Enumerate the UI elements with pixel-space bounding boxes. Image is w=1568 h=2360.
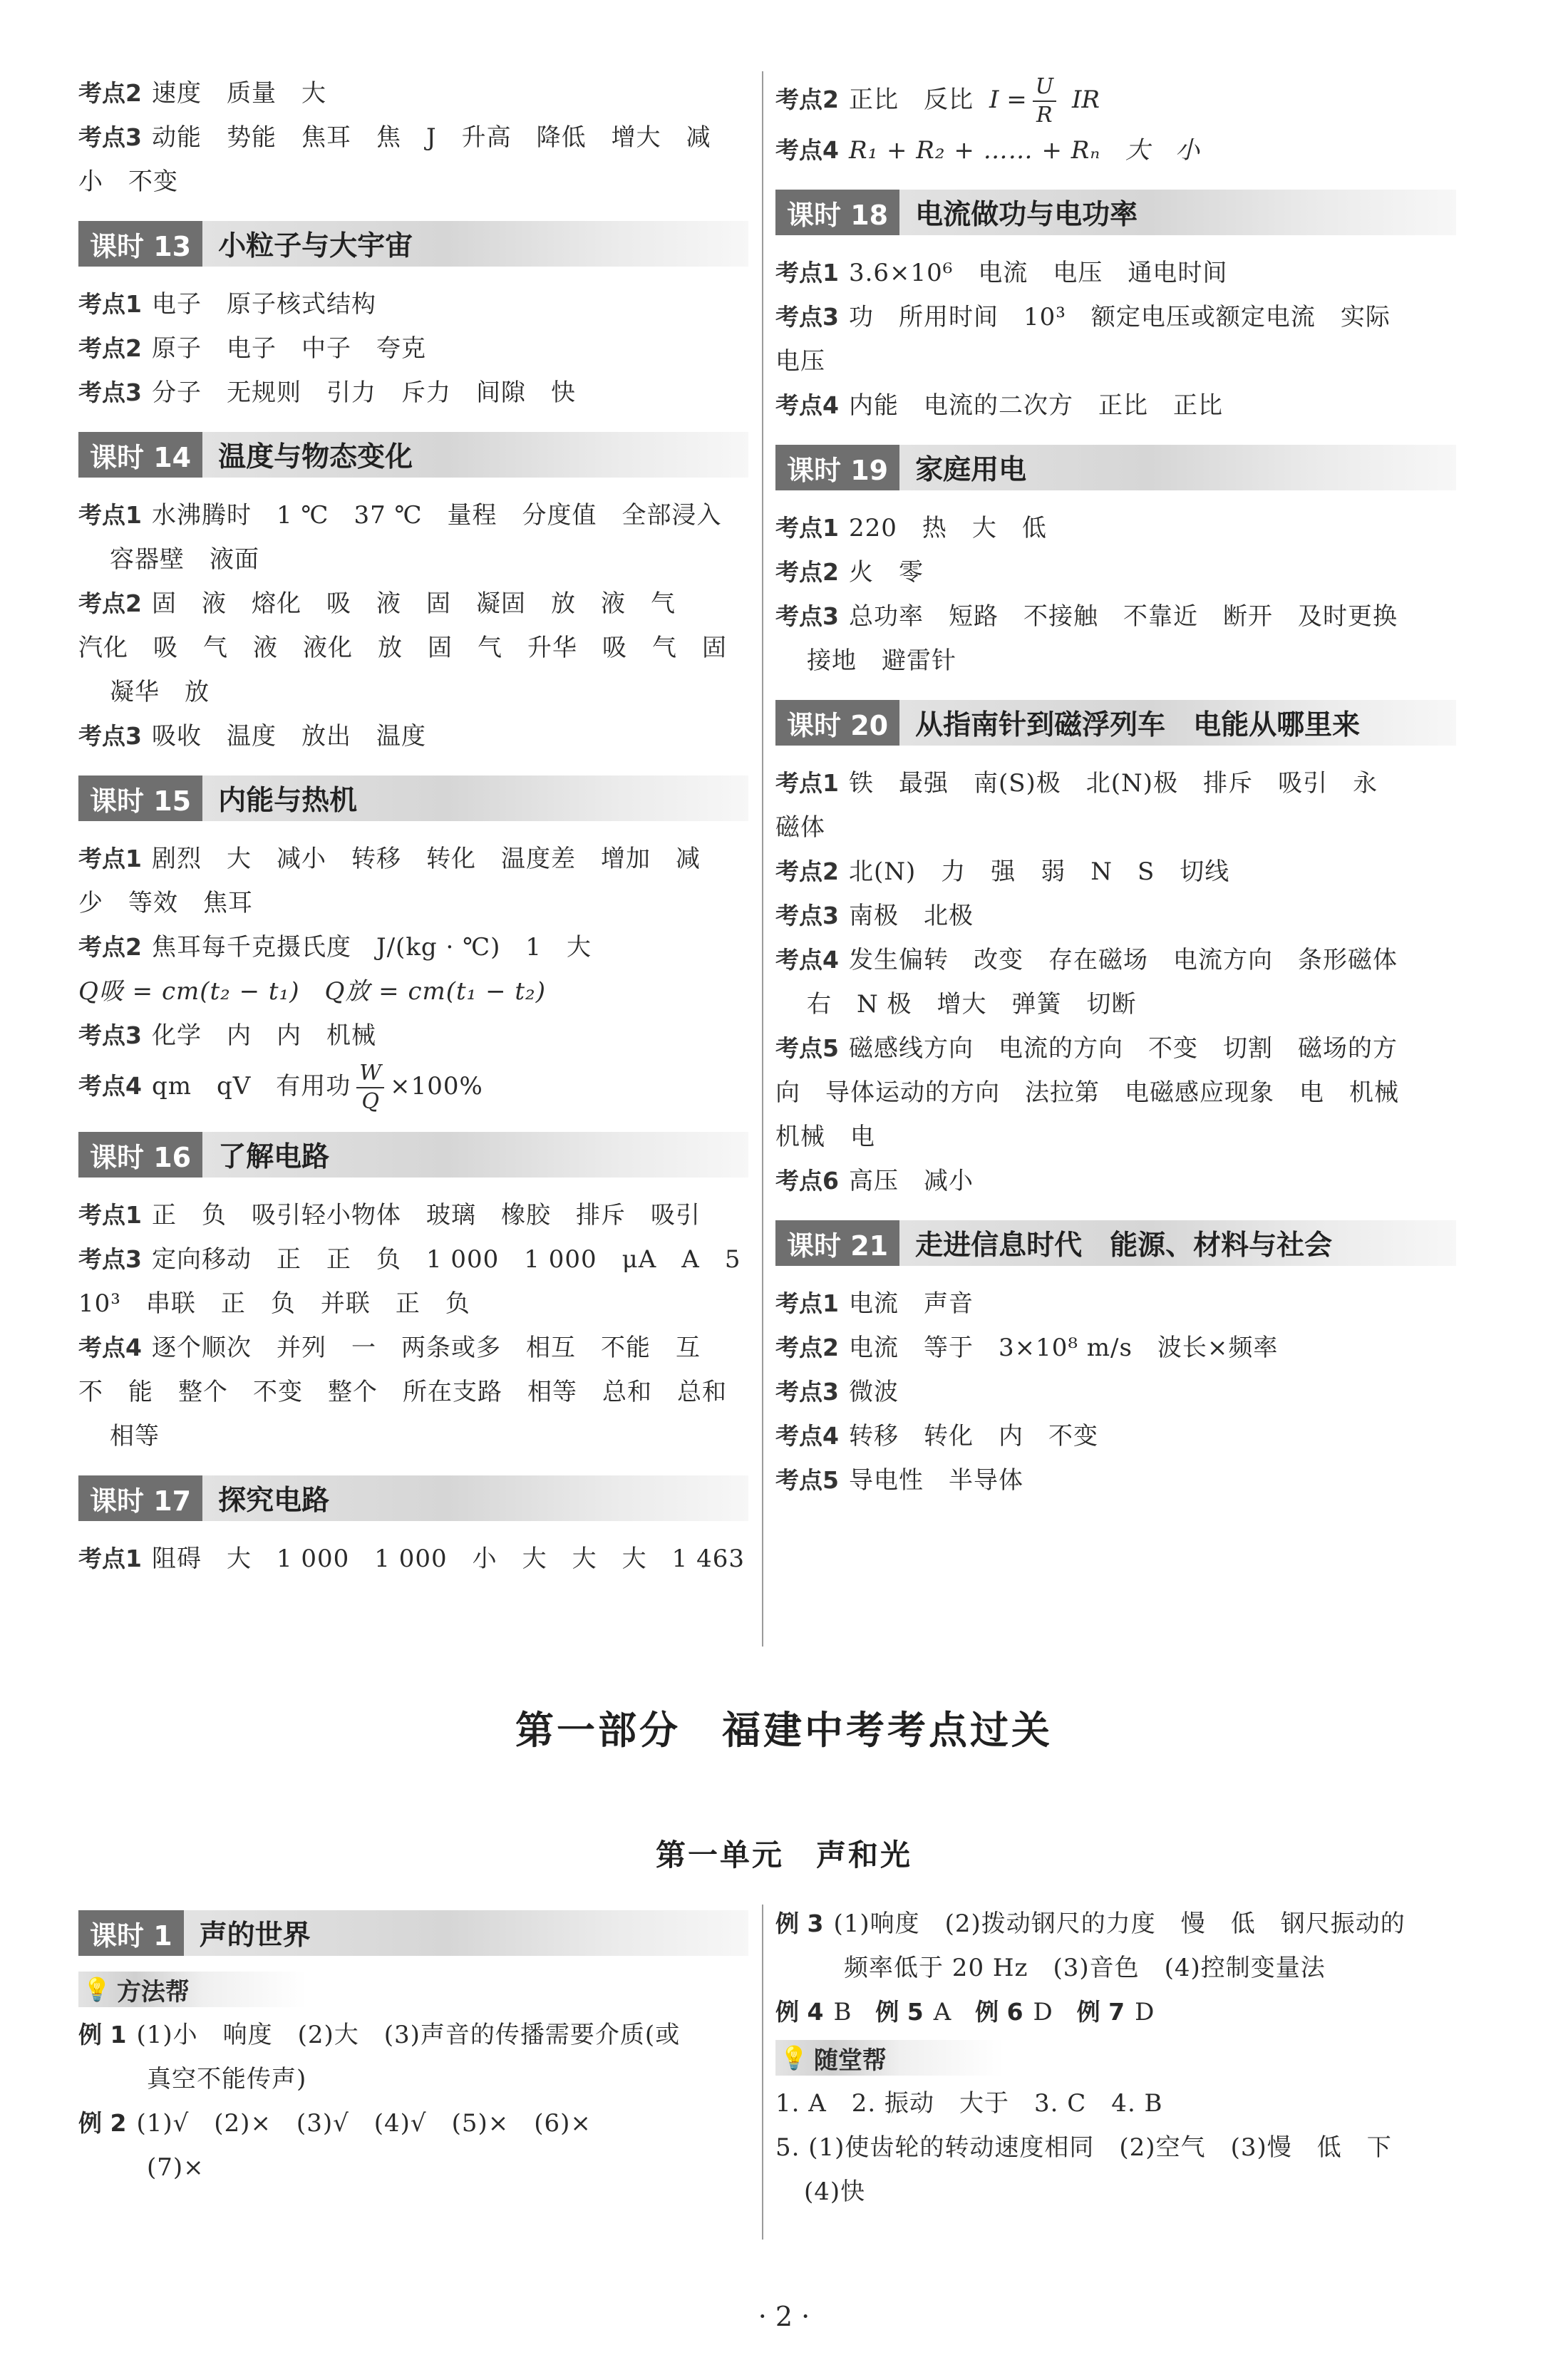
example-line: 例 2 (1)√ (2)× (3)√ (4)√ (5)× (6)× bbox=[78, 2109, 592, 2138]
answer-line: 考点2 火 零 bbox=[775, 558, 924, 587]
example-line-cont: 频率低于 20 Hz (3)音色 (4)控制变量法 bbox=[844, 1954, 1326, 1982]
example-line: 例 3 (1)响度 (2)拨动钢尺的力度 慢 低 钢尺振动的 bbox=[775, 1910, 1405, 1938]
answer-line: 考点2 固 液 熔化 吸 液 固 凝固 放 液 气 bbox=[78, 589, 676, 618]
answer-line-cont: 右 N 极 增大 弹簧 切断 bbox=[807, 990, 1137, 1019]
answer-line: 考点1 阻碍 大 1 000 1 000 小 大 大 大 1 463 bbox=[78, 1545, 745, 1573]
answer-line: 考点1 电流 声音 bbox=[775, 1289, 974, 1318]
column-divider-lower bbox=[762, 1905, 763, 2240]
lesson-17-header bbox=[78, 1475, 748, 1521]
lightbulb-icon: 💡 bbox=[83, 1976, 111, 2003]
practice-line: 1. A 2. 振动 大于 3. C 4. B bbox=[775, 2089, 1163, 2118]
answer-line: 考点4 内能 电流的二次方 正比 正比 bbox=[775, 391, 1223, 420]
answer-line: 考点2 电流 等于 3×10⁸ m/s 波长×频率 bbox=[775, 1334, 1279, 1362]
heat-formula-line: Q吸 = cm(t₂ − t₁) Q放 = cm(t₁ − t₂) bbox=[78, 977, 546, 1006]
answer-line: 考点6 高压 减小 bbox=[775, 1167, 974, 1195]
answer-line-cont: 凝华 放 bbox=[110, 678, 210, 706]
answer-line: 考点1 铁 最强 南(S)极 北(N)极 排斥 吸引 永 bbox=[775, 769, 1378, 798]
lesson-title: 了解电路 bbox=[218, 1141, 330, 1173]
part-title: 第一部分 福建中考考点过关 bbox=[515, 1708, 1053, 1753]
lesson-title: 家庭用电 bbox=[915, 454, 1027, 486]
answer-line-cont: 接地 避雷针 bbox=[807, 646, 956, 675]
answer-line: 考点5 导电性 半导体 bbox=[775, 1466, 1023, 1495]
lesson-title: 温度与物态变化 bbox=[218, 441, 413, 473]
lesson-badge: 课时 21 bbox=[775, 1220, 899, 1266]
answer-line-cont: 机械 电 bbox=[775, 1123, 875, 1151]
answer-line: 考点4 逐个顺次 并列 一 两条或多 相互 不能 互 bbox=[78, 1334, 701, 1362]
answer-line: 考点2 焦耳每千克摄氏度 J/(kg · ℃) 1 大 bbox=[78, 933, 592, 962]
answer-line: 考点3 化学 内 内 机械 bbox=[78, 1021, 376, 1050]
lesson-badge: 课时 15 bbox=[78, 775, 202, 821]
lesson-21-header bbox=[775, 1220, 1456, 1266]
answer-line-cont: 不 能 整个 不变 整个 所在支路 相等 总和 总和 bbox=[78, 1378, 727, 1406]
answer-line: 考点1 3.6×10⁶ 电流 电压 通电时间 bbox=[775, 259, 1228, 287]
lesson-badge: 课时 16 bbox=[78, 1132, 202, 1178]
answer-line: 考点3 定向移动 正 正 负 1 000 1 000 μA A 5 bbox=[78, 1245, 741, 1274]
lesson-title: 电流做功与电功率 bbox=[915, 199, 1138, 231]
answer-line: 考点3 动能 势能 焦耳 焦 J 升高 降低 增大 减 bbox=[78, 123, 711, 152]
lightbulb-icon: 💡 bbox=[780, 2044, 808, 2071]
lesson-badge: 课时 17 bbox=[78, 1475, 202, 1521]
lesson-title: 小粒子与大宇宙 bbox=[218, 230, 413, 262]
answer-line: 考点3 微波 bbox=[775, 1378, 899, 1406]
unit-title: 第一单元 声和光 bbox=[655, 1838, 912, 1872]
lesson-title: 探究电路 bbox=[218, 1485, 330, 1517]
lesson-badge: 课时 14 bbox=[78, 432, 202, 478]
right-column bbox=[775, 71, 1456, 1503]
answer-line-cont: 磁体 bbox=[775, 813, 825, 842]
lesson-15-header bbox=[78, 775, 748, 821]
answer-line: 考点3 总功率 短路 不接触 不靠近 断开 及时更换 bbox=[775, 602, 1398, 631]
answer-line: 考点1 正 负 吸引轻小物体 玻璃 橡胶 排斥 吸引 bbox=[78, 1201, 701, 1230]
answer-line-cont: 小 不变 bbox=[78, 168, 178, 196]
answer-line: 考点3 南极 北极 bbox=[775, 902, 974, 930]
answer-line: 考点2 原子 电子 中子 夸克 bbox=[78, 334, 426, 363]
answer-line: 考点4 发生偏转 改变 存在磁场 电流方向 条形磁体 bbox=[775, 946, 1398, 974]
answer-line-efficiency: 考点4 qm qV 有用功 $\frac{W}{Q}$ ×100% bbox=[78, 1061, 483, 1114]
lesson-title: 从指南针到磁浮列车 电能从哪里来 bbox=[915, 709, 1361, 741]
example-line-cont: 真空不能传声) bbox=[147, 2065, 307, 2093]
answer-line: 考点1 220 热 大 低 bbox=[775, 514, 1047, 542]
right-column-lower bbox=[775, 1902, 1456, 2214]
answer-line: 考点3 吸收 温度 放出 温度 bbox=[78, 722, 426, 751]
lesson-13-header bbox=[78, 221, 748, 267]
answer-line-ohm: 考点2 正比 反比 I = $\frac{U}{R}$ IR bbox=[775, 74, 1100, 128]
column-divider bbox=[762, 71, 763, 1647]
answer-line: 考点1 剧烈 大 减小 转移 转化 温度差 增加 减 bbox=[78, 845, 701, 873]
answer-line: 考点1 电子 原子核式结构 bbox=[78, 290, 376, 319]
lesson-16-header bbox=[78, 1132, 748, 1178]
left-column-lower bbox=[78, 1910, 748, 2190]
answer-line: 考点2 速度 质量 大 bbox=[78, 79, 326, 108]
answer-line-cont: 电压 bbox=[775, 347, 825, 376]
answer-line: 考点2 北(N) 力 强 弱 N S 切线 bbox=[775, 857, 1230, 886]
lesson-19-header bbox=[775, 445, 1456, 490]
lesson-badge: 课时 19 bbox=[775, 445, 899, 490]
example-line: 例 1 (1)小 响度 (2)大 (3)声音的传播需要介质(或 bbox=[78, 2021, 681, 2049]
lesson-badge: 课时 20 bbox=[775, 700, 899, 746]
left-column bbox=[78, 71, 748, 1581]
answer-line: 考点3 功 所用时间 10³ 额定电压或额定电流 实际 bbox=[775, 303, 1391, 331]
efficiency-fraction: $\frac{W}{Q}$ bbox=[356, 1063, 384, 1113]
practice-section-label: 💡 随堂帮 bbox=[775, 2040, 1004, 2076]
method-section-label: 💡 方法帮 bbox=[78, 1972, 306, 2007]
answer-line: 考点3 分子 无规则 引力 斥力 间隙 快 bbox=[78, 378, 576, 407]
page-number: · 2 · bbox=[758, 2301, 810, 2332]
answer-line-cont: 10³ 串联 正 负 并联 正 负 bbox=[78, 1289, 470, 1318]
lesson-badge: 课时 18 bbox=[775, 190, 899, 235]
answer-line-cont: 汽化 吸 气 液 液化 放 固 气 升华 吸 气 固 bbox=[78, 634, 727, 662]
answer-line: 考点4 R₁ + R₂ + …… + Rₙ 大 小 bbox=[775, 136, 1201, 165]
lesson-20-header bbox=[775, 700, 1456, 746]
practice-line: 5. (1)使齿轮的转动速度相同 (2)空气 (3)慢 低 下 bbox=[775, 2133, 1392, 2162]
answer-line-cont: 少 等效 焦耳 bbox=[78, 889, 253, 917]
answer-line: 考点1 水沸腾时 1 ℃ 37 ℃ 量程 分度值 全部浸入 bbox=[78, 501, 722, 530]
ohm-fraction: $\frac{U}{R}$ bbox=[1033, 76, 1056, 126]
lesson-badge: 课时 1 bbox=[78, 1910, 184, 1956]
example-answers-line: 例 4 B 例 5 A 例 6 D 例 7 D bbox=[775, 1998, 1155, 2026]
lesson-title: 走进信息时代 能源、材料与社会 bbox=[915, 1230, 1333, 1262]
answer-line-cont: 相等 bbox=[110, 1422, 160, 1450]
lesson-title: 内能与热机 bbox=[218, 785, 358, 817]
answer-line: 考点5 磁感线方向 电流的方向 不变 切割 磁场的方 bbox=[775, 1034, 1398, 1063]
answer-line-cont: 向 导体运动的方向 法拉第 电磁感应现象 电 机械 bbox=[775, 1078, 1399, 1107]
answer-line: 考点4 转移 转化 内 不变 bbox=[775, 1422, 1098, 1450]
answer-line-cont: 容器壁 液面 bbox=[110, 545, 259, 574]
lesson-1-header bbox=[78, 1910, 748, 1956]
practice-line-cont: (4)快 bbox=[804, 2178, 866, 2206]
lesson-18-header bbox=[775, 190, 1456, 235]
lesson-14-header bbox=[78, 432, 748, 478]
lesson-badge: 课时 13 bbox=[78, 221, 202, 267]
lesson-title: 声的世界 bbox=[199, 1920, 311, 1952]
example-line-cont: (7)× bbox=[147, 2153, 205, 2182]
